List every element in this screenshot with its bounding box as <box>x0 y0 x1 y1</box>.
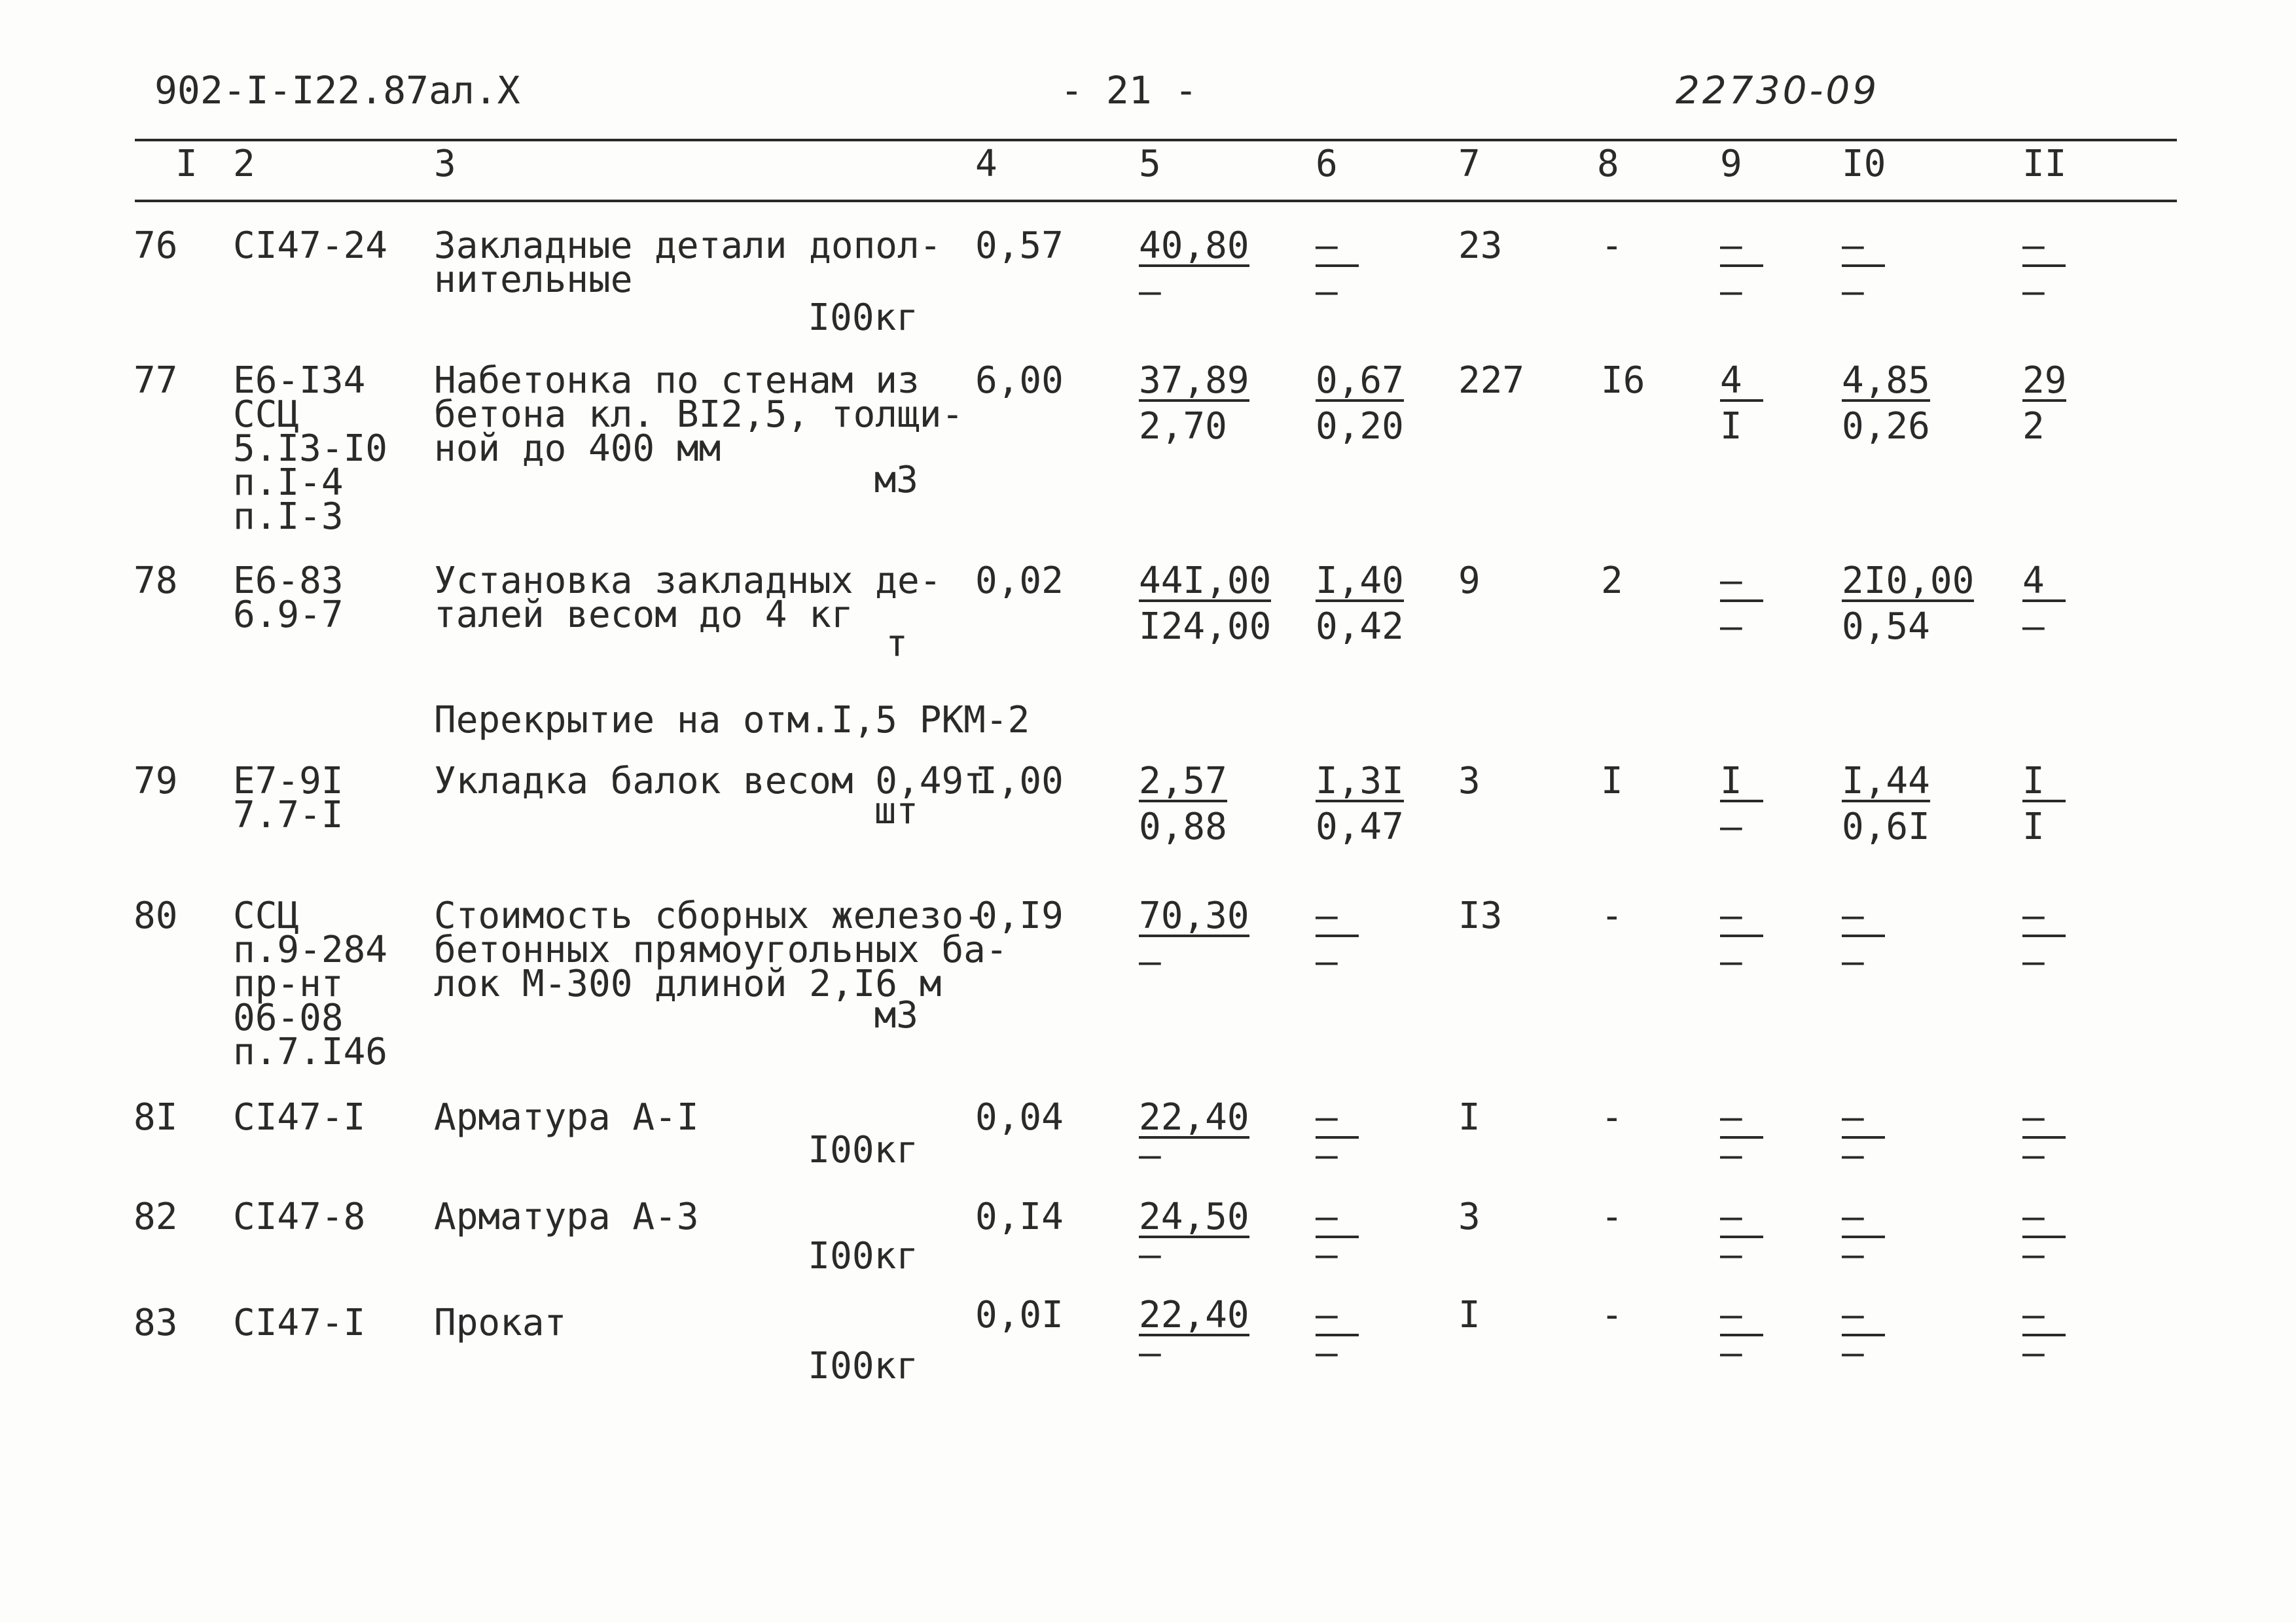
quantity: 0,I4 <box>975 1196 1064 1238</box>
norm-code <box>233 1096 366 1139</box>
description-line: Укладка балок весом 0,49т <box>434 760 986 802</box>
description-line: бетонных прямоугольных ба- <box>434 929 1008 971</box>
fraction-numerator: 2,57 <box>1139 760 1227 802</box>
fraction-denominator: – <box>1720 1332 1742 1374</box>
fraction-col-6 <box>1316 1294 1359 1374</box>
fraction-col-9 <box>1720 760 1763 848</box>
norm-code-line: 06-08 <box>233 997 344 1039</box>
norm-code <box>233 760 344 836</box>
fraction-col-10 <box>1842 359 1930 448</box>
fraction-col-6 <box>1316 895 1359 983</box>
column-number: 4 <box>975 143 997 185</box>
fraction-col-5 <box>1139 1196 1249 1276</box>
fraction-numerator: – <box>1720 1200 1763 1238</box>
fraction-numerator: 2I0,00 <box>1842 560 1975 602</box>
column-number: 3 <box>434 143 456 185</box>
fraction-numerator: 0,67 <box>1316 359 1404 402</box>
fraction-denominator: 2,70 <box>1139 405 1227 448</box>
description-line: Закладные детали допол- <box>434 224 942 267</box>
fraction-numerator: – <box>2022 1298 2066 1336</box>
fraction-col-5 <box>1139 1096 1249 1177</box>
norm-code <box>233 224 388 267</box>
fraction-numerator: 29 <box>2022 359 2067 402</box>
row-number: 78 <box>134 560 178 602</box>
fraction-denominator: – <box>1842 940 1864 983</box>
fraction-numerator: – <box>2022 1101 2066 1139</box>
quantity: I,00 <box>975 760 1064 802</box>
fraction-numerator: – <box>1316 1101 1359 1139</box>
col-7-value: I <box>1458 1294 1480 1336</box>
col-7-value: 23 <box>1458 224 1503 267</box>
fraction-numerator: – <box>1316 1298 1359 1336</box>
col-8-value: - <box>1601 224 1623 267</box>
fraction-col-6 <box>1316 224 1359 313</box>
fraction-denominator: – <box>1316 1234 1338 1276</box>
fraction-denominator: – <box>1842 1134 1864 1177</box>
fraction-col-11 <box>2022 1196 2066 1276</box>
fraction-numerator: 4,85 <box>1842 359 1930 402</box>
fraction-denominator: – <box>1139 270 1161 313</box>
fraction-numerator: 4 <box>2022 564 2066 602</box>
fraction-numerator: – <box>1842 1200 1885 1238</box>
norm-code-line: ССЦ <box>233 895 300 937</box>
fraction-col-6 <box>1316 560 1404 648</box>
fraction-col-6 <box>1316 760 1404 848</box>
fraction-col-11 <box>2022 760 2066 848</box>
fraction-col-6 <box>1316 1196 1359 1276</box>
norm-code-line: E7-9I <box>233 760 344 802</box>
fraction-col-10 <box>1842 895 1885 983</box>
column-number: I <box>175 143 198 185</box>
norm-code-line: 7.7-I <box>233 794 344 836</box>
section-title: Перекрытие на отм.I,5 РКМ-2 <box>434 699 1030 741</box>
norm-code <box>233 895 388 1073</box>
fraction-denominator: I24,00 <box>1139 605 1272 648</box>
col-8-value: - <box>1601 895 1623 937</box>
description-line: нительные <box>434 259 633 301</box>
norm-code-line: E6-83 <box>233 560 344 602</box>
norm-code <box>233 1196 366 1238</box>
fraction-col-5 <box>1139 895 1249 983</box>
fraction-col-11 <box>2022 1096 2066 1177</box>
fraction-numerator: – <box>1720 564 1763 602</box>
fraction-numerator: – <box>1720 1298 1763 1336</box>
fraction-col-11 <box>2022 359 2067 448</box>
work-description <box>434 224 1213 339</box>
fraction-col-10 <box>1842 760 1930 848</box>
fraction-numerator: – <box>1316 899 1359 937</box>
description-line: Стоимость сборных железо- <box>434 895 986 937</box>
fraction-col-5 <box>1139 560 1272 648</box>
fraction-col-11 <box>2022 1294 2066 1374</box>
fraction-denominator: – <box>1842 1234 1864 1276</box>
work-description <box>434 1196 1213 1277</box>
fraction-denominator: 0,20 <box>1316 405 1404 448</box>
fraction-denominator: 0,42 <box>1316 605 1404 648</box>
norm-code-line: 5.I3-I0 <box>233 427 388 470</box>
quantity: 0,02 <box>975 560 1064 602</box>
fraction-numerator: 70,30 <box>1139 895 1249 937</box>
fraction-col-11 <box>2022 895 2066 983</box>
fraction-col-5 <box>1139 760 1227 848</box>
fraction-col-6 <box>1316 1096 1359 1177</box>
norm-code-line: E6-I34 <box>233 359 366 402</box>
fraction-denominator: – <box>1720 605 1742 648</box>
unit-label: шт <box>874 790 918 832</box>
fraction-numerator: – <box>1720 229 1763 267</box>
description-line: талей весом до 4 кг <box>434 594 853 636</box>
fraction-numerator: – <box>1720 1101 1763 1139</box>
fraction-denominator: – <box>2022 1234 2045 1276</box>
norm-code-line: CI47-I <box>233 1302 366 1344</box>
col-7-value: 3 <box>1458 1196 1480 1238</box>
fraction-col-9 <box>1720 560 1763 648</box>
work-description <box>434 560 1213 665</box>
fraction-numerator: 22,40 <box>1139 1096 1249 1139</box>
fraction-denominator: – <box>1316 270 1338 313</box>
norm-code-line: CI47-8 <box>233 1196 366 1238</box>
fraction-col-11 <box>2022 560 2066 648</box>
row-number: 80 <box>134 895 178 937</box>
unit-label: т <box>886 622 908 665</box>
fraction-numerator: I,40 <box>1316 560 1404 602</box>
fraction-col-10 <box>1842 1294 1885 1374</box>
col-8-value: - <box>1601 1196 1623 1238</box>
norm-code-line: п.7.I46 <box>233 1031 388 1073</box>
description-line: бетона кл. BI2,5, толщи- <box>434 393 964 436</box>
fraction-numerator: – <box>2022 899 2066 937</box>
header-sheet-code: 22730-09 <box>1676 68 1880 113</box>
header-page-number: - 21 - <box>1060 68 1198 113</box>
fraction-numerator: – <box>1842 899 1885 937</box>
norm-code-line: 6.9-7 <box>233 594 344 636</box>
fraction-denominator: 0,6I <box>1842 806 1930 848</box>
column-number: 9 <box>1720 143 1742 185</box>
description-line: Установка закладных де- <box>434 560 942 602</box>
fraction-denominator: 0,54 <box>1842 605 1930 648</box>
norm-code-line: п.9-284 <box>233 929 388 971</box>
fraction-col-9 <box>1720 895 1763 983</box>
fraction-col-10 <box>1842 1196 1885 1276</box>
unit-label: м3 <box>874 994 918 1037</box>
norm-code-line: ССЦ <box>233 393 300 436</box>
fraction-numerator: 37,89 <box>1139 359 1249 402</box>
unit-label: I00кг <box>808 1129 918 1171</box>
table-top-rule <box>135 139 2177 141</box>
description-line: Набетонка по стенам из <box>434 359 920 402</box>
fraction-numerator: – <box>1842 1101 1885 1139</box>
fraction-numerator: – <box>2022 1200 2066 1238</box>
norm-code-line: CI47-24 <box>233 224 388 267</box>
fraction-numerator: 40,80 <box>1139 224 1249 267</box>
norm-code-line: CI47-I <box>233 1096 366 1139</box>
fraction-numerator: 44I,00 <box>1139 560 1272 602</box>
col-7-value: I3 <box>1458 895 1503 937</box>
unit-label: I00кг <box>808 1235 918 1277</box>
norm-code <box>233 560 344 636</box>
fraction-numerator: – <box>1842 1298 1885 1336</box>
fraction-numerator: I <box>2022 764 2066 802</box>
fraction-col-9 <box>1720 1294 1763 1374</box>
fraction-numerator: 4 <box>1720 364 1763 402</box>
row-number: 83 <box>134 1302 178 1344</box>
quantity: 0,04 <box>975 1096 1064 1139</box>
quantity: 0,I9 <box>975 895 1064 937</box>
norm-code <box>233 359 388 538</box>
fraction-numerator: – <box>1316 1200 1359 1238</box>
column-number: 6 <box>1316 143 1338 185</box>
work-description <box>434 1096 1213 1171</box>
fraction-numerator: – <box>1720 899 1763 937</box>
fraction-col-5 <box>1139 359 1249 448</box>
row-number: 79 <box>134 760 178 802</box>
fraction-denominator: – <box>1139 1234 1161 1276</box>
fraction-numerator: – <box>1842 229 1885 267</box>
norm-code-line: п.I-3 <box>233 495 344 538</box>
fraction-col-9 <box>1720 1096 1763 1177</box>
fraction-denominator: – <box>1720 1234 1742 1276</box>
fraction-col-5 <box>1139 224 1249 313</box>
column-number: 5 <box>1139 143 1161 185</box>
fraction-denominator: – <box>2022 1134 2045 1177</box>
fraction-denominator: – <box>2022 605 2045 648</box>
quantity: 0,0I <box>975 1294 1064 1336</box>
fraction-col-11 <box>2022 224 2066 313</box>
norm-code <box>233 1302 366 1344</box>
fraction-numerator: I <box>1720 764 1763 802</box>
row-number: 76 <box>134 224 178 267</box>
fraction-numerator: – <box>2022 229 2066 267</box>
fraction-denominator: – <box>2022 940 2045 983</box>
description-line: Арматура A-3 <box>434 1196 699 1238</box>
header-doc-code: 902-I-I22.87ал.X <box>154 68 520 113</box>
description-line: лок М-300 длиной 2,I6 м <box>434 963 942 1005</box>
column-number: 8 <box>1597 143 1619 185</box>
col-8-value: 2 <box>1601 560 1623 602</box>
col-7-value: 227 <box>1458 359 1525 402</box>
col-7-value: 9 <box>1458 560 1480 602</box>
fraction-denominator: – <box>1316 940 1338 983</box>
fraction-col-9 <box>1720 1196 1763 1276</box>
fraction-col-9 <box>1720 224 1763 313</box>
column-number: 7 <box>1458 143 1480 185</box>
col-7-value: I <box>1458 1096 1480 1139</box>
fraction-denominator: – <box>1720 940 1742 983</box>
fraction-denominator: – <box>1139 1332 1161 1374</box>
description-line: Прокат <box>434 1302 567 1344</box>
row-number: 8I <box>134 1096 178 1139</box>
row-number: 82 <box>134 1196 178 1238</box>
col-7-value: 3 <box>1458 760 1480 802</box>
col-8-value: I <box>1601 760 1623 802</box>
norm-code-line: пр-нт <box>233 963 344 1005</box>
fraction-denominator: – <box>1720 270 1742 313</box>
fraction-numerator: 24,50 <box>1139 1196 1249 1238</box>
fraction-numerator: I,44 <box>1842 760 1930 802</box>
fraction-denominator: 0,26 <box>1842 405 1930 448</box>
fraction-numerator: I,3I <box>1316 760 1404 802</box>
fraction-denominator: I <box>1720 405 1742 448</box>
fraction-denominator: 2 <box>2022 405 2045 448</box>
fraction-col-9 <box>1720 359 1763 448</box>
fraction-col-10 <box>1842 1096 1885 1177</box>
col-8-value: - <box>1601 1096 1623 1139</box>
fraction-denominator: 0,47 <box>1316 806 1404 848</box>
column-number: I0 <box>1842 143 1886 185</box>
fraction-denominator: – <box>1842 1332 1864 1374</box>
fraction-col-5 <box>1139 1294 1249 1374</box>
unit-label: м3 <box>874 459 918 501</box>
unit-label: I00кг <box>808 1345 918 1387</box>
fraction-denominator: I <box>2022 806 2045 848</box>
quantity: 6,00 <box>975 359 1064 402</box>
fraction-denominator: – <box>1842 270 1864 313</box>
column-number: II <box>2022 143 2067 185</box>
description-line: ной до 400 мм <box>434 427 721 470</box>
table-header-rule <box>135 200 2177 202</box>
fraction-col-6 <box>1316 359 1404 448</box>
fraction-denominator: – <box>1316 1134 1338 1177</box>
col-8-value: - <box>1601 1294 1623 1336</box>
description-line: Арматура A-I <box>434 1096 699 1139</box>
column-number: 2 <box>233 143 255 185</box>
work-description <box>434 359 1213 501</box>
fraction-denominator: – <box>1720 1134 1742 1177</box>
fraction-denominator: – <box>1139 940 1161 983</box>
fraction-denominator: 0,88 <box>1139 806 1227 848</box>
fraction-col-10 <box>1842 224 1885 313</box>
work-description <box>434 895 1213 1037</box>
row-number: 77 <box>134 359 178 402</box>
fraction-denominator: – <box>1720 806 1742 848</box>
fraction-denominator: – <box>2022 1332 2045 1374</box>
col-8-value: I6 <box>1601 359 1645 402</box>
fraction-denominator: – <box>1139 1134 1161 1177</box>
fraction-numerator: – <box>1316 229 1359 267</box>
quantity: 0,57 <box>975 224 1064 267</box>
fraction-col-10 <box>1842 560 1975 648</box>
norm-code-line: п.I-4 <box>233 461 344 504</box>
fraction-denominator: – <box>2022 270 2045 313</box>
fraction-denominator: – <box>1316 1332 1338 1374</box>
unit-label: I00кг <box>808 296 918 339</box>
fraction-numerator: 22,40 <box>1139 1294 1249 1336</box>
